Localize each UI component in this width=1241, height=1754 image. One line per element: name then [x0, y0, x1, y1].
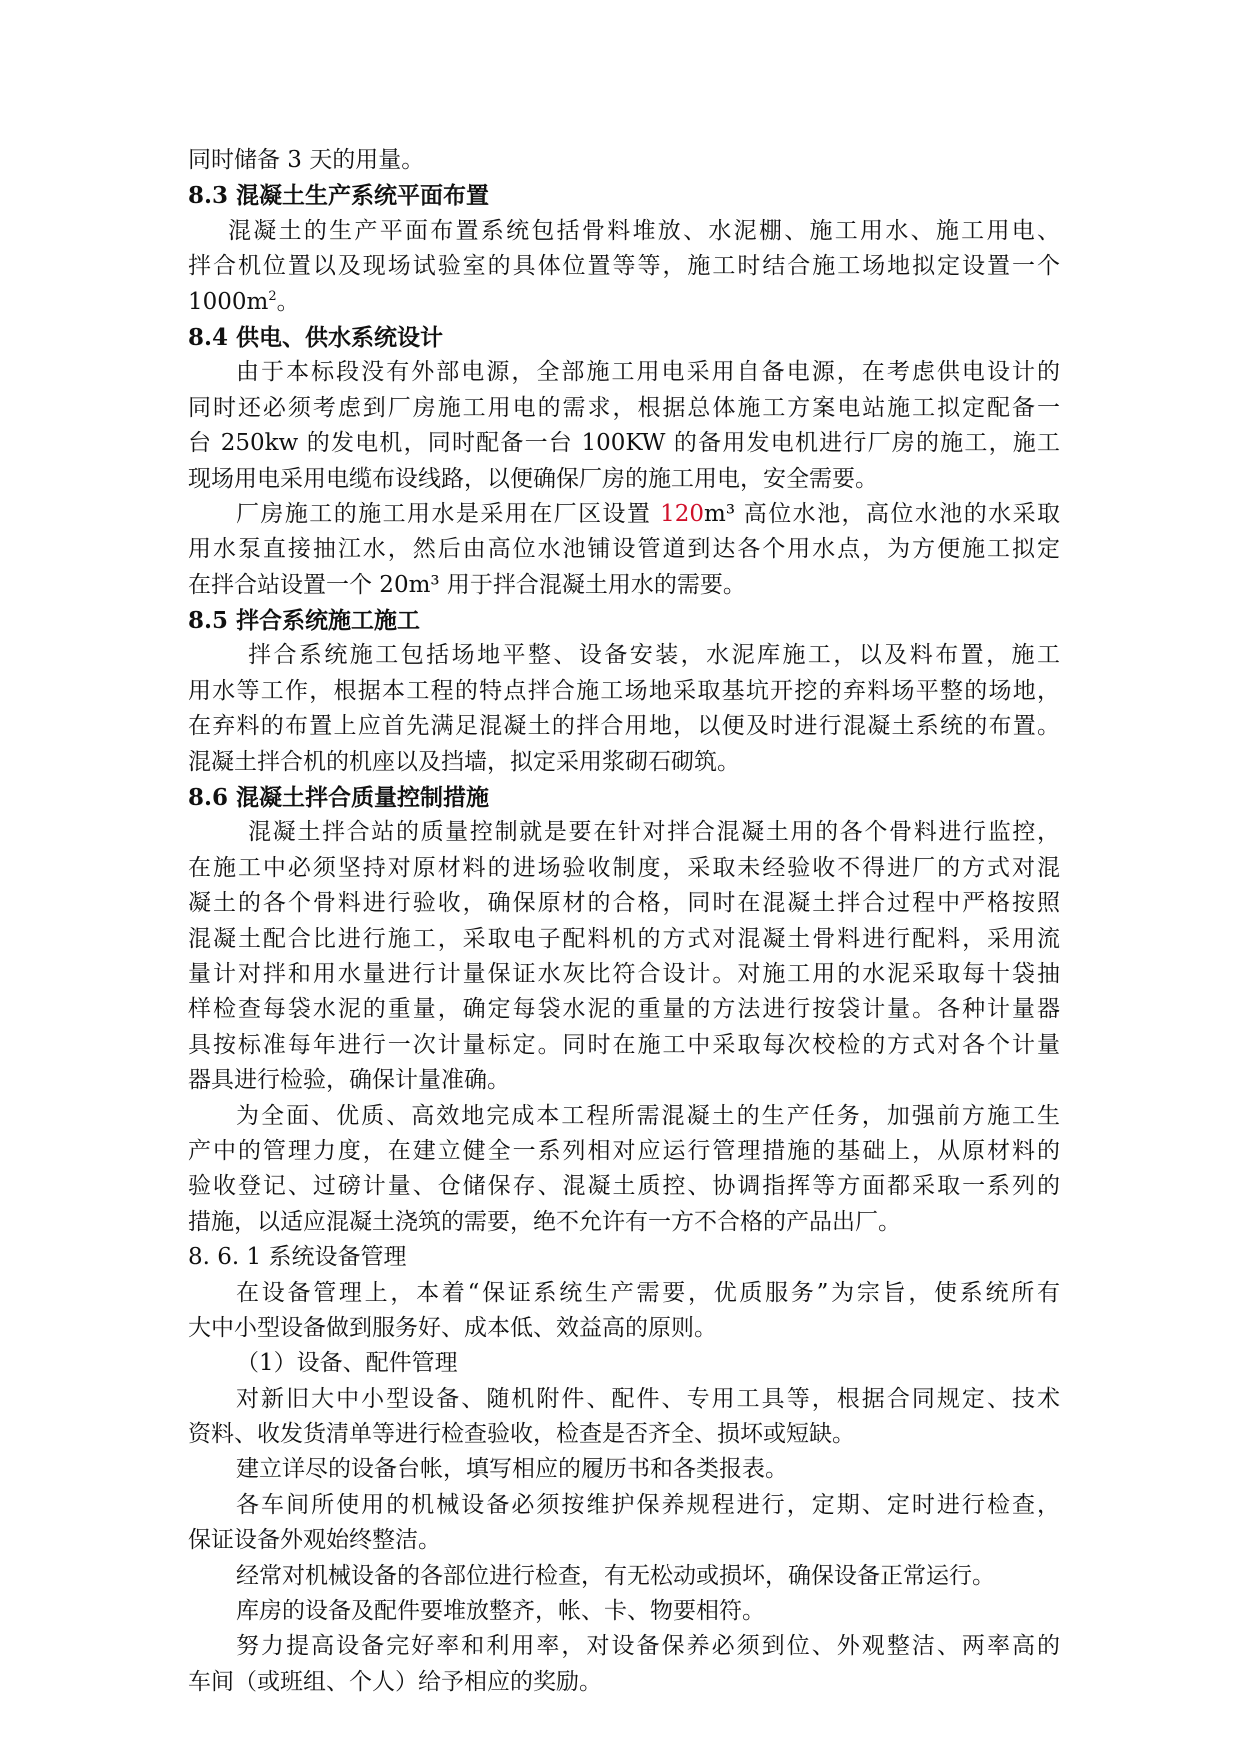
paragraph-line: 同时还必须考虑到厂房施工用电的需求，根据总体施工方案电站施工拟定配备一	[188, 394, 1060, 421]
paragraph-line: 经常对机械设备的各部位进行检查，有无松动或损坏，确保设备正常运行。	[236, 1562, 995, 1589]
paragraph-line	[188, 497, 1060, 532]
paragraph-line: 混凝土的生产平面布置系统包括骨料堆放、水泥棚、施工用水、施工用电、	[228, 217, 1060, 244]
paragraph-line: 产中的管理力度，在建立健全一系列相对应运行管理措施的基础上，从原材料的	[188, 1137, 1060, 1164]
paragraph-line: 拌合机位置以及现场试验室的具体位置等等，施工时结合施工场地拟定设置一个	[188, 253, 1060, 280]
paragraph-line: 器具进行检验，确保计量准确。	[188, 1067, 510, 1094]
paragraph-line: 努力提高设备完好率和利用率，对设备保养必须到位、外观整洁、两率高的	[236, 1633, 1060, 1660]
paragraph-line: 各车间所使用的机械设备必须按维护保养规程进行，定期、定时进行检查，	[236, 1491, 1060, 1518]
paragraph-line: 保证设备外观始终整洁。	[188, 1527, 441, 1554]
paragraph-line: 对新旧大中小型设备、随机附件、配件、专用工具等，根据合同规定、技术	[236, 1385, 1060, 1412]
paragraph-line: 资料、收发货清单等进行检查验收，检查是否齐全、损坏或短缺。	[188, 1421, 855, 1448]
subheading-8-6-1: 8. 6. 1 系统设备管理	[188, 1244, 407, 1271]
heading-8-5: 8.5 拌合系统施工施工	[188, 607, 421, 635]
paragraph-line: 现场用电采用电缆布设线路，以便确保厂房的施工用电，安全需要。	[188, 465, 878, 492]
paragraph-line: 大中小型设备做到服务好、成本低、效益高的原则。	[188, 1314, 717, 1341]
paragraph-line: 用水泵直接抽江水，然后由高位水池铺设管道到达各个用水点，为方便施工拟定	[188, 536, 1060, 563]
paragraph-line: 混凝土配合比进行施工，采取电子配料机的方式对混凝土骨料进行配料，采用流	[188, 925, 1060, 952]
document-page	[188, 143, 1060, 1700]
highlighted-number: 120	[660, 500, 705, 527]
paragraph-line: 为全面、优质、高效地完成本工程所需混凝土的生产任务，加强前方施工生	[236, 1102, 1060, 1129]
text-segment: m³ 高位水池，高位水池的水采取	[704, 500, 1061, 527]
heading-8-3: 8.3 混凝土生产系统平面布置	[188, 182, 490, 210]
heading-8-6: 8.6 混凝土拌合质量控制措施	[188, 784, 490, 812]
heading-8-4: 8.4 供电、供水系统设计	[188, 323, 444, 351]
paragraph-line: 建立详尽的设备台帐，填写相应的履历书和各类报表。	[236, 1456, 788, 1483]
area-value: 1000m	[188, 288, 269, 315]
paragraph-line: 用水等工作，根据本工程的特点拌合施工场地采取基坑开挖的弃料场平整的场地，	[188, 677, 1060, 704]
paragraph-line: 凝土的各个骨料进行验收，确保原材的合格，同时在混凝土拌合过程中严格按照	[188, 890, 1060, 917]
paragraph-line: 车间（或班组、个人）给予相应的奖励。	[188, 1668, 602, 1695]
paragraph-line: 在拌合站设置一个 20m³ 用于拌合混凝土用水的需要。	[188, 571, 746, 598]
paragraph-line: 在弃料的布置上应首先满足混凝土的拌合用地，以便及时进行混凝土系统的布置。	[188, 713, 1060, 740]
paragraph-line: 验收登记、过磅计量、仓储保存、混凝土质控、协调指挥等方面都采取一系列的	[188, 1173, 1060, 1200]
list-subheading: （1）设备、配件管理	[236, 1350, 458, 1377]
paragraph-line: 库房的设备及配件要堆放整齐，帐、卡、物要相符。	[236, 1598, 765, 1625]
punctuation: 。	[276, 288, 300, 315]
paragraph-line: 由于本标段没有外部电源，全部施工用电采用自备电源，在考虑供电设计的	[236, 359, 1060, 386]
text-segment: 厂房施工的施工用水是采用在厂区设置	[236, 500, 661, 527]
paragraph-line: 混凝土拌合站的质量控制就是要在针对拌合混凝土用的各个骨料进行监控，	[248, 819, 1060, 846]
paragraph-line: 量计对拌和用水量进行计量保证水灰比符合设计。对施工用的水泥采取每十袋抽	[188, 960, 1060, 987]
paragraph-line	[188, 285, 1060, 320]
paragraph-line: 样检查每袋水泥的重量，确定每袋水泥的重量的方法进行按袋计量。各种计量器	[188, 996, 1060, 1023]
paragraph-line: 在施工中必须坚持对原材料的进场验收制度，采取未经验收不得进厂的方式对混	[188, 854, 1060, 881]
paragraph-line: 混凝土拌合机的机座以及挡墙，拟定采用浆砌石砌筑。	[188, 748, 740, 775]
intro-text: 同时储备 3 天的用量。	[188, 147, 425, 173]
superscript: 2	[268, 288, 277, 304]
paragraph-line: 在设备管理上，本着“保证系统生产需要，优质服务”为宗旨，使系统所有	[236, 1279, 1060, 1306]
paragraph-line: 措施，以适应混凝土浇筑的需要，绝不允许有一方不合格的产品出厂。	[188, 1208, 901, 1235]
paragraph-line: 拌合系统施工包括场地平整、设备安装，水泥库施工，以及料布置，施工	[248, 642, 1060, 669]
paragraph-line: 具按标准每年进行一次计量标定。同时在施工中采取每次校检的方式对各个计量	[188, 1031, 1060, 1058]
paragraph-line: 台 250kw 的发电机，同时配备一台 100KW 的备用发电机进行厂房的施工，施工	[188, 430, 1060, 457]
